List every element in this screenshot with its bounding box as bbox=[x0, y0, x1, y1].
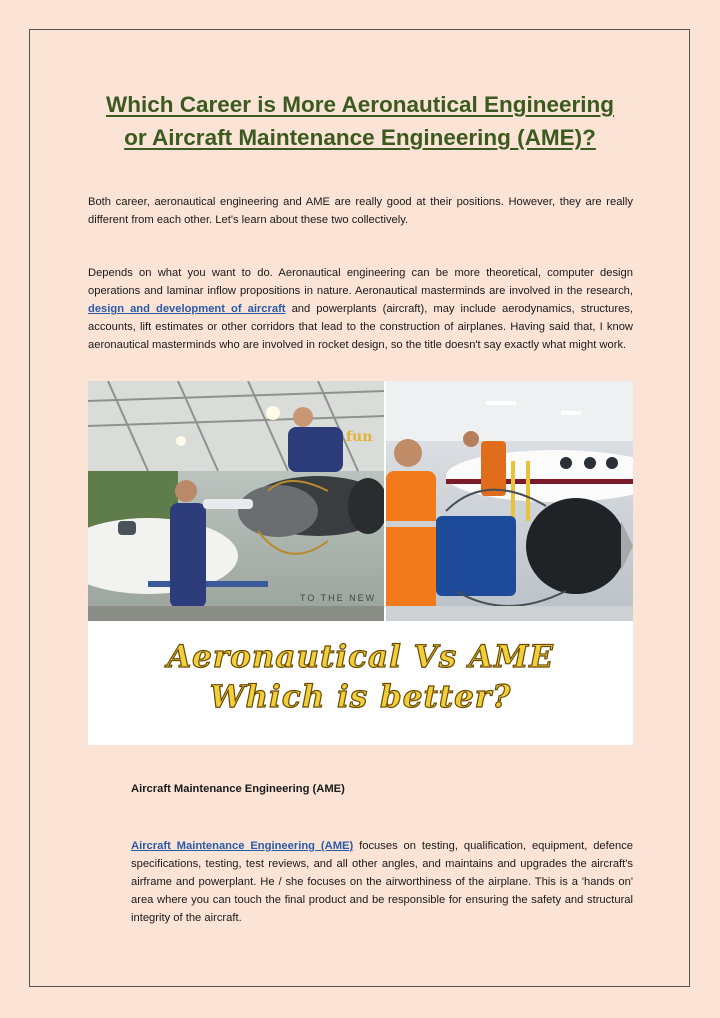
hangar-photo-left bbox=[88, 381, 384, 621]
intro-paragraph: Both career, aeronautical engineering and AME are really good at their positions. However, they are really different from each other. Let's learn about these two collectively. bbox=[88, 196, 633, 226]
banner-line-1: Aeronautical Vs AME bbox=[167, 639, 554, 675]
ame-paragraph bbox=[131, 837, 633, 927]
page-title bbox=[60, 88, 660, 154]
title-line-1: Which Career is More Aeronautical Engineering bbox=[105, 92, 615, 117]
banner-line-2: Which is better? bbox=[209, 679, 512, 715]
title-line-2: or Aircraft Maintenance Engineering (AME)? bbox=[124, 125, 596, 150]
design-development-link[interactable]: design and development of aircraft bbox=[88, 303, 286, 315]
aeronautical-paragraph bbox=[88, 264, 633, 354]
ame-heading: Aircraft Maintenance Engineering (AME) bbox=[131, 783, 345, 795]
engineer-turbine-illustration bbox=[386, 381, 633, 621]
ame-link[interactable]: Aircraft Maintenance Engineering (AME) bbox=[131, 840, 354, 852]
para3-text-after: focuses on testing, qualification, equipment, defence specifications, testing, test reviews, and all other angles, and maintains and upgrades the aircraft's airframe and powerplant. He / she focuses on the airworthiness of the airplane. This is a 'hands on' area where you can touch the final product and be responsible for ensuring the safety and structural integrity of the aircraft. bbox=[131, 840, 634, 924]
para2-text-before: Depends on what you want to do. Aeronautical engineering can be more theoretical, computer design operations and laminar inflow propositions in nature. Aeronautical masterminds are involved in the research, bbox=[88, 267, 633, 297]
corner-text: fun bbox=[346, 429, 373, 445]
watermark-text: TO THE NEW bbox=[300, 593, 377, 603]
comparison-banner bbox=[88, 637, 633, 717]
comparison-figure bbox=[88, 381, 633, 745]
engineers-engine-illustration bbox=[88, 381, 384, 621]
hangar-photo-right bbox=[386, 381, 633, 621]
para2-text-after: and powerplants (aircraft), may include aerodynamics, structures, accounts, lift estimates or other corridors that lead to the construction of airplanes. Having said that, I know aeronautical masterminds who are involved in rocket design, so the title doesn't say exactly what might work. bbox=[88, 303, 634, 351]
